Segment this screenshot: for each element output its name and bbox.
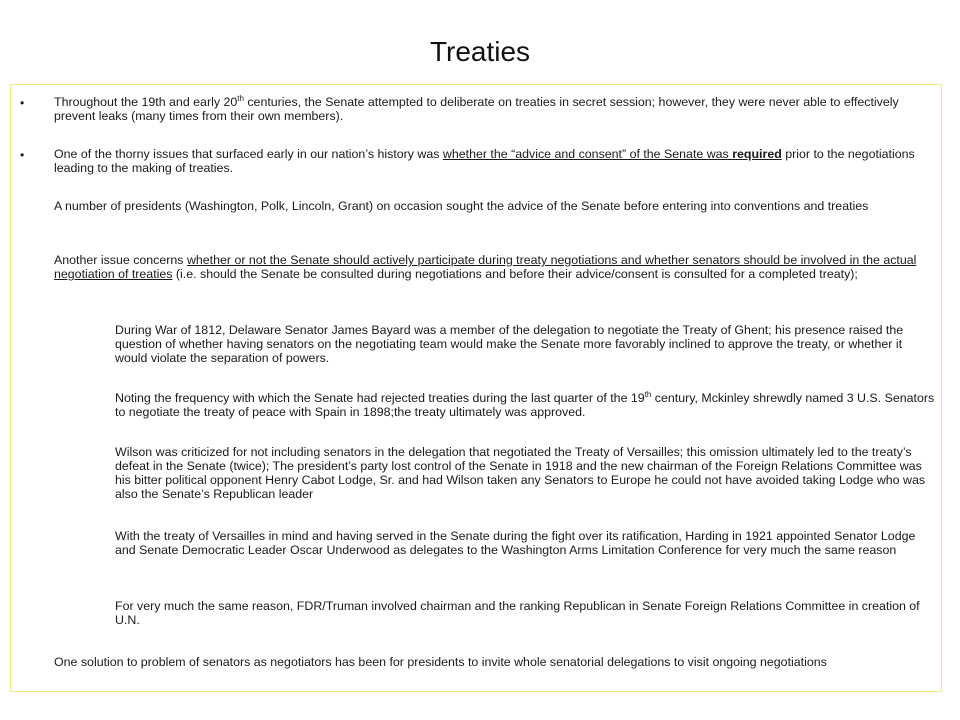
p1-superscript: th [237,93,244,103]
paragraph-advice-consent [54,147,932,175]
paragraph-wilson: Wilson was criticized for not including senators in the delegation that negotiated the Treaty of Versailles; this omission ultimately led to the treaty’s defeat in the Senate (twice); The president’s party lost control of the Senate in 1918 and the new chairman of the Foreign Relations Committee was his bitter political opponent Henry Cabot Lodge, Sr. and had Wilson taken any Senators to Europe he could not have avoided taking Lodge who was also the Senate’s Republican leader [115,445,926,501]
p6-superscript: th [644,389,652,399]
paragraph-secret-session [54,95,932,123]
paragraph-harding: With the treaty of Versailles in mind and having served in the Senate during the fight over its ratification, Harding in 1921 appointed Senator Lodge and Senate Democratic Leader Oscar Underwood as delegates to the Washington Arms Limitation Conference for very much the same reason [115,529,916,557]
p6-text-b: century, Mckinley shrewdly named 3 U.S. Senators to negotiate the treaty of peace with Spain in 1898;the treaty ultimately was approved. [115,391,935,419]
p2-underlined: whether the “advice and consent” of the Senate was [442,147,733,161]
p2-text-a: One of the thorny issues that surfaced early in our nation’s history was [54,147,443,161]
p6-text-a: Noting the frequency with which the Senate had rejected treaties during the last quarter of the 19 [115,391,645,405]
p1-text-a: Throughout the 19th and early 20 [54,95,238,109]
p1-text-b: centuries, the Senate attempted to deliberate on treaties in secret session; however, they were never able to effectively prevent leaks (many times from their own members). [54,95,899,123]
bullet-1: • [20,96,25,110]
p4-text-b: (i.e. should the Senate be consulted during negotiations and before their advice/consent is consulted for a completed treaty); [172,267,858,281]
paragraph-war-1812: During War of 1812, Delaware Senator James Bayard was a member of the delegation to negotiate the Treaty of Ghent; his presence raised the question of whether having senators on the negotiating team would make the Senate more favorably inclined to approve the treaty, or whether it would violate the separation of powers. [115,323,904,365]
paragraph-fdr-truman: For very much the same reason, FDR/Truman involved chairman and the ranking Republican in Senate Foreign Relations Committee in creation of U.N. [115,599,920,627]
paragraph-participation [54,253,932,281]
paragraph-solution: One solution to problem of senators as negotiators has been for presidents to invite whole senatorial delegations to visit ongoing negotiations [54,655,827,669]
p2-required: required [732,147,782,161]
slide-title: Treaties [429,36,531,67]
p4-text-a: Another issue concerns [54,253,187,267]
bullet-2: • [20,148,25,162]
p2-text-b: prior to the negotiations leading to the making of treaties. [54,147,915,175]
paragraph-mckinley [115,391,935,419]
paragraph-presidents: A number of presidents (Washington, Polk, Lincoln, Grant) on occasion sought the advice of the Senate before entering into conventions and treaties [54,199,869,213]
p4-underlined: whether or not the Senate should actively participate during treaty negotiations and whether senators should be involved in the actual negotiation of treaties [54,253,917,281]
